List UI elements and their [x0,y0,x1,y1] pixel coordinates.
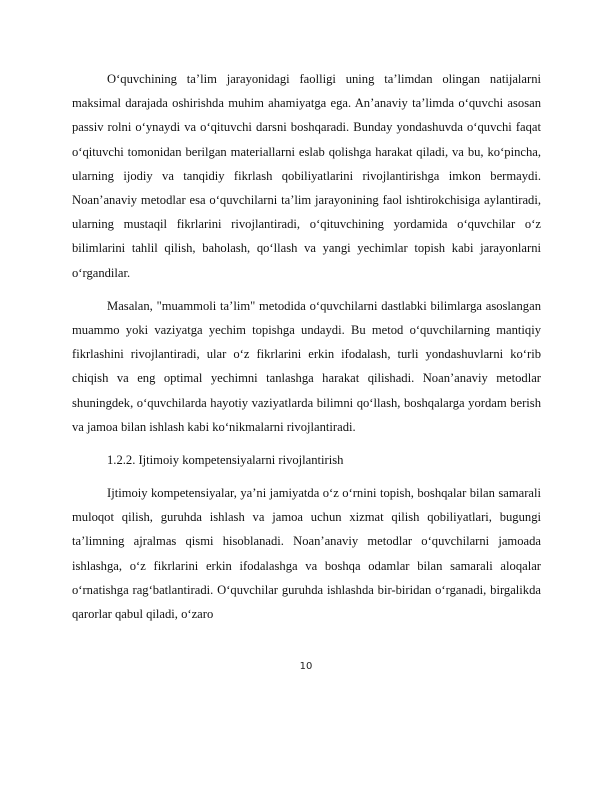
paragraph-problem-learning: Masalan, "muammoli ta’lim" metodida o‘quvchilarni dastlabki bilimlarga asoslangan muammo yoki vaziyatga yechim topishga undaydi. Bu metod o‘quvchilarning mantiqiy fikrlashini rivojlantiradi, ular o‘z fikrlarini erkin ifodalash, turli yondashuvlarni ko‘rib chiqish va eng optimal yechimni tanlashga harakat qilishadi. Noan’anaviy metodlar shuningdek, o‘quvchilarda hayotiy vaziyatlarda bilimni qo‘llash, boshqalarga yordam berish va jamoa bilan ishlash kabi ko‘nikmalarni rivojlantiradi. [72,298,541,434]
section-heading: 1.2.2. Ijtimoiy kompetensiyalarni rivojlantirish [107,453,344,468]
page-number: 10 [299,661,313,672]
paragraph-student-activity: O‘quvchining ta’lim jarayonidagi faolligi uning ta’limdan olingan natijalarni maksimal darajada oshirishda muhim ahamiyatga ega. An’anaviy ta’limda o‘quvchi asosan passiv rolni o‘ynaydi va o‘qituvchi darsni boshqaradi. Bunday yondashuvda o‘quvchi faqat o‘qituvchi tomonidan berilgan materiallarni eslab qolishga harakat qiladi, va bu, ko‘pincha, ularning ijodiy va tanqidiy fikrlash qobiliyatlarini rivojlantirishga imkon bermaydi. Noan’anaviy metodlar esa o‘quvchilarni ta’lim jarayonining faol ishtirokchisiga aylantiradi, ularning mustaqil fikrlarini rivojlantiradi, o‘qituvchining yordamida o‘quvchilar o‘z bilimlarini tahlil qilish, baholash, qo‘llash va yangi yechimlar topish kabi jarayonlarni o‘rgandilar. [72,72,541,280]
document-page [72,67,541,626]
paragraph-social-competencies: Ijtimoiy kompetensiyalar, ya’ni jamiyatda o‘z o‘rnini topish, boshqalar bilan samarali muloqot qilish, guruhda ishlash va jamoa uchun xizmat qilish qobiliyatlari, bugungi ta’limning ajralmas qismi hisoblanadi. Noan’anaviy metodlar o‘quvchilarni jamoada ishlashga, o‘z fikrlarini erkin ifodalashga va boshqa odamlar bilan samarali aloqalar o‘rnatishga rag‘batlantiradi. O‘quvchilar guruhda ishlashda bir-biridan o‘rganadi, birgalikda qarorlar qabul qiladi, o‘zaro [72,486,541,622]
